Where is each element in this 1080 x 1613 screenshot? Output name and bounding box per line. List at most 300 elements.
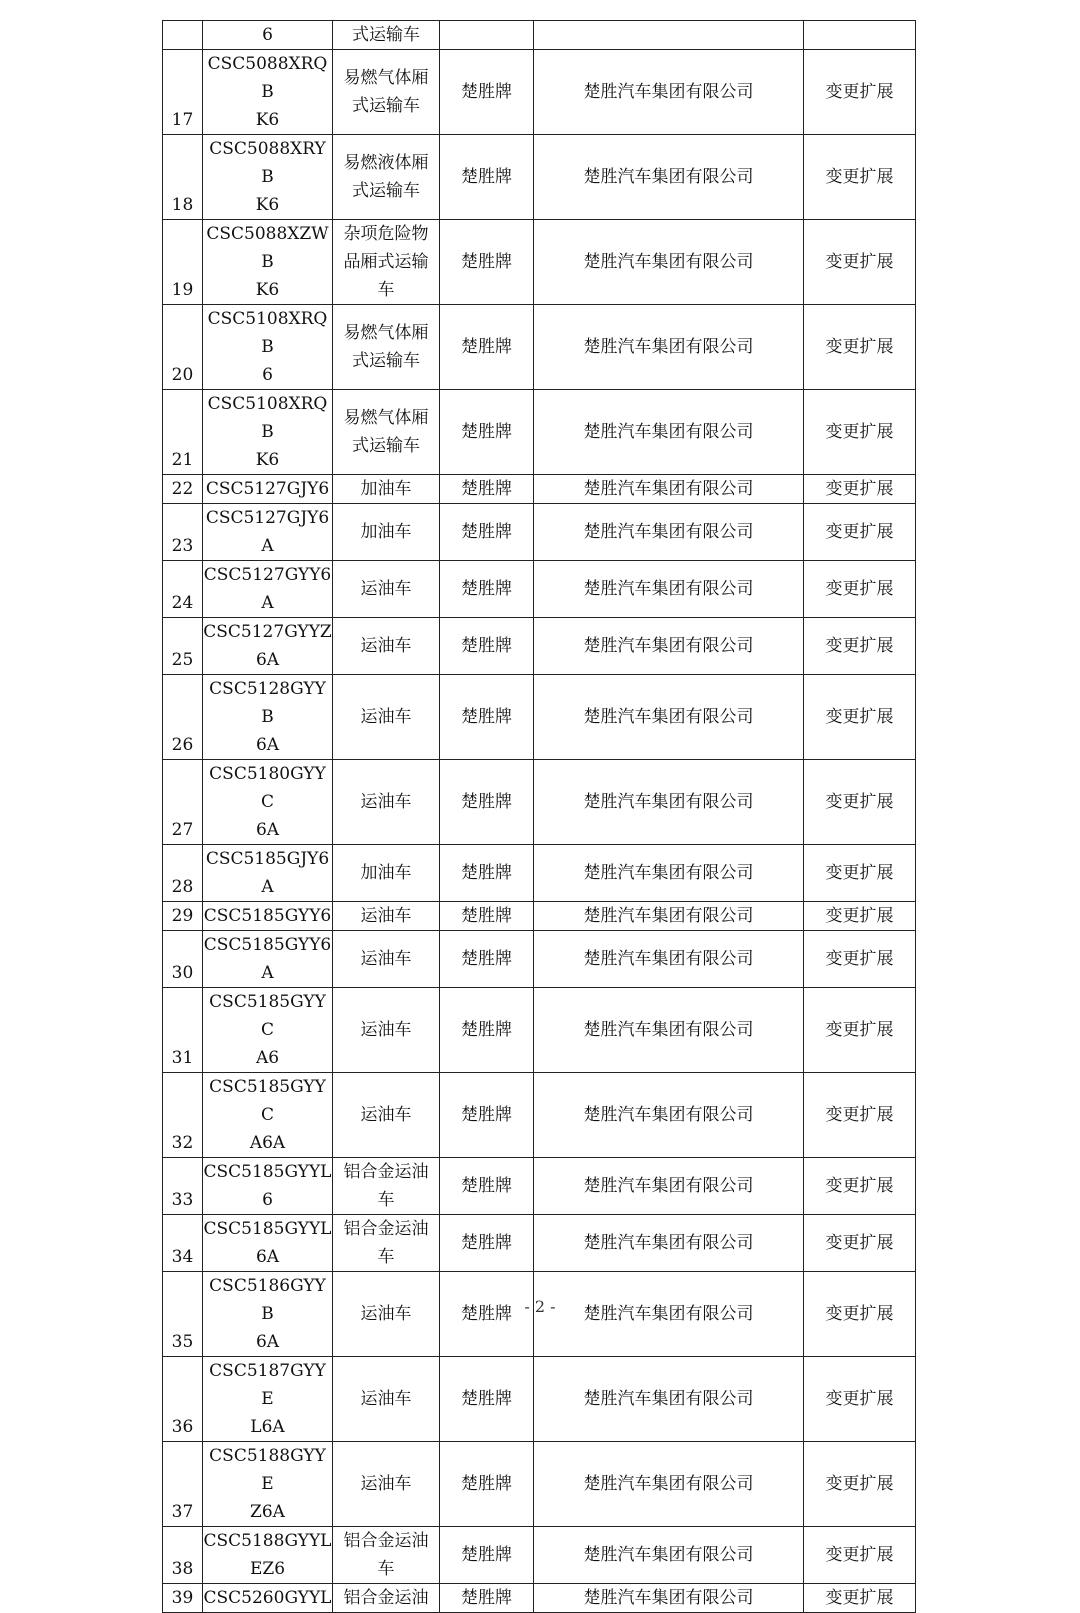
row-number-cell <box>163 845 203 902</box>
row-number-cell <box>163 475 203 504</box>
row-number-cell-text: 24 <box>171 593 194 613</box>
model-cell-text: CSC5127GYYZ 6A <box>203 622 332 670</box>
model-cell-text: CSC5108XRQB K6 <box>207 394 328 470</box>
brand-cell-text: 楚胜牌 <box>461 707 512 727</box>
brand-cell-text: 楚胜牌 <box>461 863 512 883</box>
note-cell <box>804 475 916 504</box>
vehicle-type-cell-text: 易燃气体厢 式运输车 <box>343 408 429 456</box>
brand-cell-text: 楚胜牌 <box>461 579 512 599</box>
table-row <box>163 618 916 675</box>
brand-cell <box>440 1215 534 1272</box>
vehicle-type-cell-text: 运油车 <box>360 949 412 969</box>
vehicle-type-cell-text: 加油车 <box>360 863 412 883</box>
company-cell-text: 楚胜汽车集团有限公司 <box>583 863 754 883</box>
vehicle-type-cell-text: 运油车 <box>360 792 412 812</box>
brand-cell-text: 楚胜牌 <box>461 1474 512 1494</box>
company-cell-text: 楚胜汽车集团有限公司 <box>583 82 754 102</box>
model-cell <box>203 618 333 675</box>
model-cell <box>203 390 333 475</box>
company-cell-text: 楚胜汽车集团有限公司 <box>583 792 754 812</box>
vehicle-type-cell-text: 铝合金运油 车 <box>343 1162 429 1210</box>
row-number-cell-text: 21 <box>171 450 194 470</box>
model-cell <box>203 1357 333 1442</box>
row-number-cell <box>163 305 203 390</box>
note-cell <box>804 1357 916 1442</box>
brand-cell-text: 楚胜牌 <box>461 906 512 926</box>
vehicle-type-cell <box>333 1584 440 1613</box>
table-row <box>163 931 916 988</box>
vehicle-type-cell-text: 运油车 <box>360 1474 412 1494</box>
table-row <box>163 1442 916 1527</box>
vehicle-type-cell <box>333 988 440 1073</box>
vehicle-type-cell-text: 铝合金运油 车 <box>343 1531 429 1579</box>
brand-cell-text: 楚胜牌 <box>461 792 512 812</box>
brand-cell-text: 楚胜牌 <box>461 1176 512 1196</box>
vehicle-type-cell <box>333 561 440 618</box>
table-row <box>163 21 916 50</box>
table-row <box>163 50 916 135</box>
row-number-cell-text: 34 <box>171 1247 194 1267</box>
company-cell-text: 楚胜汽车集团有限公司 <box>583 707 754 727</box>
model-cell <box>203 675 333 760</box>
vehicle-type-cell-text: 易燃液体厢 式运输车 <box>343 153 429 201</box>
brand-cell-text: 楚胜牌 <box>461 479 512 499</box>
brand-cell <box>440 220 534 305</box>
brand-cell-text: 楚胜牌 <box>461 1020 512 1040</box>
company-cell-text: 楚胜汽车集团有限公司 <box>583 337 754 357</box>
table-row <box>163 845 916 902</box>
brand-cell <box>440 135 534 220</box>
brand-cell-text: 楚胜牌 <box>461 252 512 272</box>
note-cell <box>804 845 916 902</box>
company-cell <box>534 760 804 845</box>
row-number-cell-text: 26 <box>171 735 194 755</box>
note-cell <box>804 504 916 561</box>
company-cell-text: 楚胜汽车集团有限公司 <box>583 1020 754 1040</box>
row-number-cell <box>163 1584 203 1613</box>
model-cell <box>203 1584 333 1613</box>
row-number-cell-text: 38 <box>171 1559 194 1579</box>
brand-cell <box>440 931 534 988</box>
note-cell-text: 变更扩展 <box>825 1233 894 1253</box>
company-cell <box>534 1442 804 1527</box>
table-row <box>163 1527 916 1584</box>
note-cell <box>804 21 916 50</box>
vehicle-type-cell-text: 易燃气体厢 式运输车 <box>343 323 429 371</box>
vehicle-type-cell <box>333 845 440 902</box>
row-number-cell <box>163 561 203 618</box>
note-cell <box>804 1158 916 1215</box>
company-cell <box>534 1357 804 1442</box>
note-cell-text: 变更扩展 <box>825 792 894 812</box>
vehicle-type-cell-text: 加油车 <box>360 522 412 542</box>
note-cell-text: 变更扩展 <box>825 863 894 883</box>
table-row <box>163 988 916 1073</box>
company-cell-text: 楚胜汽车集团有限公司 <box>583 1304 754 1324</box>
vehicle-type-cell <box>333 1357 440 1442</box>
model-cell-text: CSC5108XRQB 6 <box>207 309 328 385</box>
note-cell-text: 变更扩展 <box>825 522 894 542</box>
company-cell <box>534 220 804 305</box>
note-cell-text: 变更扩展 <box>825 422 894 442</box>
model-cell <box>203 931 333 988</box>
brand-cell <box>440 1158 534 1215</box>
table-row <box>163 305 916 390</box>
note-cell <box>804 1442 916 1527</box>
note-cell-text: 变更扩展 <box>825 579 894 599</box>
model-cell-text: CSC5128GYYB 6A <box>209 679 326 755</box>
table-row <box>163 390 916 475</box>
table-row <box>163 504 916 561</box>
vehicle-type-cell <box>333 1527 440 1584</box>
note-cell <box>804 675 916 760</box>
company-cell-text: 楚胜汽车集团有限公司 <box>583 1389 754 1409</box>
row-number-cell <box>163 504 203 561</box>
row-number-cell <box>163 390 203 475</box>
brand-cell <box>440 902 534 931</box>
row-number-cell <box>163 902 203 931</box>
row-number-cell <box>163 1158 203 1215</box>
vehicle-type-cell <box>333 135 440 220</box>
vehicle-type-cell-text: 运油车 <box>360 707 412 727</box>
row-number-cell <box>163 50 203 135</box>
model-cell-text: CSC5088XRYB K6 <box>209 139 326 215</box>
note-cell-text: 变更扩展 <box>825 479 894 499</box>
model-cell <box>203 220 333 305</box>
note-cell-text: 变更扩展 <box>825 1474 894 1494</box>
note-cell <box>804 390 916 475</box>
vehicle-type-cell-text: 运油车 <box>360 1020 412 1040</box>
table-row <box>163 220 916 305</box>
note-cell-text: 变更扩展 <box>825 1020 894 1040</box>
row-number-cell-text: 25 <box>171 650 194 670</box>
brand-cell <box>440 1584 534 1613</box>
company-cell <box>534 561 804 618</box>
model-cell <box>203 760 333 845</box>
vehicle-type-cell <box>333 305 440 390</box>
note-cell <box>804 1073 916 1158</box>
model-cell-text: CSC5185GYY6 A <box>203 935 332 983</box>
company-cell-text: 楚胜汽车集团有限公司 <box>583 579 754 599</box>
row-number-cell-text: 23 <box>171 536 194 556</box>
brand-cell-text: 楚胜牌 <box>461 337 512 357</box>
note-cell-text: 变更扩展 <box>825 949 894 969</box>
model-cell-text: CSC5185GYYC A6A <box>209 1077 326 1153</box>
model-cell <box>203 305 333 390</box>
brand-cell-text: 楚胜牌 <box>461 1105 512 1125</box>
brand-cell <box>440 1357 534 1442</box>
brand-cell-text: 楚胜牌 <box>461 1233 512 1253</box>
row-number-cell-text: 35 <box>171 1332 194 1352</box>
table-row <box>163 675 916 760</box>
vehicle-type-cell <box>333 931 440 988</box>
note-cell <box>804 1584 916 1613</box>
note-cell-text: 变更扩展 <box>825 82 894 102</box>
brand-cell-text: 楚胜牌 <box>461 82 512 102</box>
note-cell-text: 变更扩展 <box>825 707 894 727</box>
vehicle-type-cell <box>333 1215 440 1272</box>
note-cell <box>804 1215 916 1272</box>
note-cell <box>804 50 916 135</box>
table-row <box>163 760 916 845</box>
model-cell-text: CSC5186GYYB 6A <box>209 1276 326 1352</box>
company-cell-text: 楚胜汽车集团有限公司 <box>583 252 754 272</box>
note-cell <box>804 931 916 988</box>
note-cell <box>804 1527 916 1584</box>
vehicle-type-cell-text: 运油车 <box>360 1304 412 1324</box>
brand-cell-text: 楚胜牌 <box>461 522 512 542</box>
vehicle-type-cell-text: 加油车 <box>360 479 412 499</box>
brand-cell <box>440 390 534 475</box>
model-cell <box>203 988 333 1073</box>
company-cell <box>534 390 804 475</box>
company-cell <box>534 1215 804 1272</box>
vehicle-type-cell <box>333 1158 440 1215</box>
note-cell-text: 变更扩展 <box>825 252 894 272</box>
model-cell <box>203 1158 333 1215</box>
model-cell-text: CSC5127GJY6 <box>205 479 330 499</box>
model-cell-text: CSC5127GJY6A <box>205 508 330 556</box>
table-body <box>163 21 916 1613</box>
model-cell-text: CSC5187GYYE L6A <box>209 1361 326 1437</box>
vehicle-type-cell <box>333 390 440 475</box>
vehicle-type-cell-text: 铝合金运油 <box>343 1588 429 1608</box>
row-number-cell-text: 17 <box>171 110 194 130</box>
row-number-cell <box>163 760 203 845</box>
row-number-cell <box>163 1073 203 1158</box>
row-number-cell-text: 18 <box>171 195 194 215</box>
note-cell-text: 变更扩展 <box>825 1304 894 1324</box>
model-cell <box>203 135 333 220</box>
model-cell-text: CSC5185GYYL 6A <box>203 1219 332 1267</box>
company-cell-text: 楚胜汽车集团有限公司 <box>583 479 754 499</box>
model-cell-text: 6 <box>262 25 273 45</box>
model-cell-text: CSC5088XZWB K6 <box>206 224 329 300</box>
vehicle-type-cell-text: 杂项危险物 品厢式运输 车 <box>343 224 429 300</box>
model-cell-text: CSC5185GJY6A <box>205 849 330 897</box>
row-number-cell-text: 19 <box>171 280 194 300</box>
model-cell <box>203 561 333 618</box>
company-cell-text: 楚胜汽车集团有限公司 <box>583 422 754 442</box>
model-cell <box>203 902 333 931</box>
vehicle-type-cell-text: 运油车 <box>360 1105 412 1125</box>
company-cell <box>534 504 804 561</box>
company-cell <box>534 902 804 931</box>
model-cell-text: CSC5180GYYC 6A <box>209 764 326 840</box>
model-cell-text: CSC5185GYYC A6 <box>209 992 326 1068</box>
model-cell <box>203 50 333 135</box>
row-number-cell <box>163 21 203 50</box>
page-number: - 2 - <box>524 1297 556 1316</box>
table-row <box>163 475 916 504</box>
row-number-cell-text: 32 <box>171 1133 194 1153</box>
brand-cell-text: 楚胜牌 <box>461 949 512 969</box>
vehicle-type-cell-text: 铝合金运油 车 <box>343 1219 429 1267</box>
note-cell-text: 变更扩展 <box>825 1105 894 1125</box>
note-cell-text: 变更扩展 <box>825 1545 894 1565</box>
brand-cell <box>440 305 534 390</box>
vehicle-type-cell <box>333 504 440 561</box>
model-cell-text: CSC5185GYY6 <box>203 906 332 926</box>
company-cell <box>534 475 804 504</box>
model-cell-text: CSC5188GYYL EZ6 <box>203 1531 332 1579</box>
vehicle-type-cell-text: 式运输车 <box>352 25 420 45</box>
model-cell-text: CSC5127GYY6 A <box>203 565 332 613</box>
vehicle-type-cell <box>333 50 440 135</box>
model-cell <box>203 21 333 50</box>
model-cell-text: CSC5185GYYL 6 <box>203 1162 332 1210</box>
company-cell <box>534 1158 804 1215</box>
note-cell <box>804 902 916 931</box>
row-number-cell-text: 31 <box>171 1048 194 1068</box>
company-cell <box>534 1584 804 1613</box>
note-cell <box>804 220 916 305</box>
company-cell-text: 楚胜汽车集团有限公司 <box>583 1105 754 1125</box>
company-cell-text: 楚胜汽车集团有限公司 <box>583 1233 754 1253</box>
vehicle-type-cell <box>333 1073 440 1158</box>
company-cell <box>534 618 804 675</box>
vehicle-type-cell <box>333 21 440 50</box>
row-number-cell <box>163 618 203 675</box>
brand-cell <box>440 845 534 902</box>
table-row <box>163 902 916 931</box>
brand-cell <box>440 675 534 760</box>
vehicle-type-cell <box>333 675 440 760</box>
row-number-cell-text: 37 <box>171 1502 194 1522</box>
row-number-cell <box>163 988 203 1073</box>
note-cell-text: 变更扩展 <box>825 1389 894 1409</box>
brand-cell-text: 楚胜牌 <box>461 1588 512 1608</box>
model-cell-text: CSC5188GYYE Z6A <box>209 1446 326 1522</box>
table-row <box>163 561 916 618</box>
model-cell <box>203 504 333 561</box>
company-cell-text: 楚胜汽车集团有限公司 <box>583 1474 754 1494</box>
company-cell-text: 楚胜汽车集团有限公司 <box>583 522 754 542</box>
row-number-cell-text: 33 <box>171 1190 194 1210</box>
vehicle-type-cell <box>333 902 440 931</box>
row-number-cell <box>163 931 203 988</box>
table-row <box>163 1357 916 1442</box>
note-cell <box>804 618 916 675</box>
vehicle-type-cell <box>333 1442 440 1527</box>
row-number-cell <box>163 135 203 220</box>
vehicle-type-cell-text: 易燃气体厢 式运输车 <box>343 68 429 116</box>
company-cell <box>534 135 804 220</box>
model-cell <box>203 1527 333 1584</box>
brand-cell <box>440 1527 534 1584</box>
model-cell <box>203 475 333 504</box>
row-number-cell <box>163 1215 203 1272</box>
brand-cell-text: 楚胜牌 <box>461 1304 512 1324</box>
brand-cell-text: 楚胜牌 <box>461 1545 512 1565</box>
company-cell <box>534 675 804 760</box>
company-cell <box>534 305 804 390</box>
model-cell-text: CSC5088XRQB K6 <box>207 54 328 130</box>
table-row <box>163 1215 916 1272</box>
brand-cell <box>440 760 534 845</box>
row-number-cell <box>163 675 203 760</box>
table-row <box>163 1073 916 1158</box>
company-cell-text: 楚胜汽车集团有限公司 <box>583 1545 754 1565</box>
note-cell-text: 变更扩展 <box>825 337 894 357</box>
row-number-cell <box>163 220 203 305</box>
row-number-cell-text: 27 <box>171 820 194 840</box>
brand-cell <box>440 1442 534 1527</box>
brand-cell <box>440 50 534 135</box>
row-number-cell-text: 36 <box>171 1417 194 1437</box>
vehicle-type-cell <box>333 475 440 504</box>
note-cell-text: 变更扩展 <box>825 1588 894 1608</box>
vehicle-type-cell-text: 运油车 <box>360 1389 412 1409</box>
vehicle-type-cell-text: 运油车 <box>360 579 412 599</box>
note-cell-text: 变更扩展 <box>825 636 894 656</box>
row-number-cell-text: 29 <box>171 906 194 926</box>
model-cell <box>203 845 333 902</box>
row-number-cell-text: 30 <box>171 963 194 983</box>
model-cell <box>203 1215 333 1272</box>
brand-cell-text: 楚胜牌 <box>461 422 512 442</box>
brand-cell <box>440 988 534 1073</box>
brand-cell <box>440 1073 534 1158</box>
company-cell <box>534 21 804 50</box>
note-cell-text: 变更扩展 <box>825 1176 894 1196</box>
note-cell <box>804 561 916 618</box>
brand-cell <box>440 475 534 504</box>
company-cell <box>534 931 804 988</box>
row-number-cell-text: 39 <box>171 1588 194 1608</box>
vehicle-type-cell <box>333 220 440 305</box>
note-cell <box>804 135 916 220</box>
brand-cell-text: 楚胜牌 <box>461 167 512 187</box>
note-cell <box>804 305 916 390</box>
vehicle-list-table <box>162 20 916 1613</box>
company-cell <box>534 988 804 1073</box>
table-row <box>163 1584 916 1613</box>
row-number-cell <box>163 1357 203 1442</box>
row-number-cell-text: 20 <box>171 365 194 385</box>
company-cell-text: 楚胜汽车集团有限公司 <box>583 636 754 656</box>
row-number-cell-text: 28 <box>171 877 194 897</box>
company-cell <box>534 50 804 135</box>
table-row <box>163 1158 916 1215</box>
vehicle-type-cell-text: 运油车 <box>360 636 412 656</box>
company-cell-text: 楚胜汽车集团有限公司 <box>583 949 754 969</box>
company-cell <box>534 1527 804 1584</box>
vehicle-type-cell <box>333 618 440 675</box>
company-cell-text: 楚胜汽车集团有限公司 <box>583 167 754 187</box>
note-cell <box>804 988 916 1073</box>
brand-cell-text: 楚胜牌 <box>461 636 512 656</box>
model-cell <box>203 1442 333 1527</box>
model-cell-text: CSC5260GYYL <box>203 1588 332 1608</box>
brand-cell <box>440 618 534 675</box>
company-cell <box>534 845 804 902</box>
brand-cell <box>440 561 534 618</box>
company-cell-text: 楚胜汽车集团有限公司 <box>583 906 754 926</box>
vehicle-type-cell-text: 运油车 <box>360 906 412 926</box>
brand-cell <box>440 21 534 50</box>
brand-cell <box>440 504 534 561</box>
note-cell-text: 变更扩展 <box>825 906 894 926</box>
brand-cell-text: 楚胜牌 <box>461 1389 512 1409</box>
row-number-cell <box>163 1442 203 1527</box>
model-cell <box>203 1073 333 1158</box>
company-cell-text: 楚胜汽车集团有限公司 <box>583 1176 754 1196</box>
note-cell <box>804 760 916 845</box>
company-cell-text: 楚胜汽车集团有限公司 <box>583 1588 754 1608</box>
row-number-cell-text: 22 <box>171 479 194 499</box>
company-cell <box>534 1073 804 1158</box>
